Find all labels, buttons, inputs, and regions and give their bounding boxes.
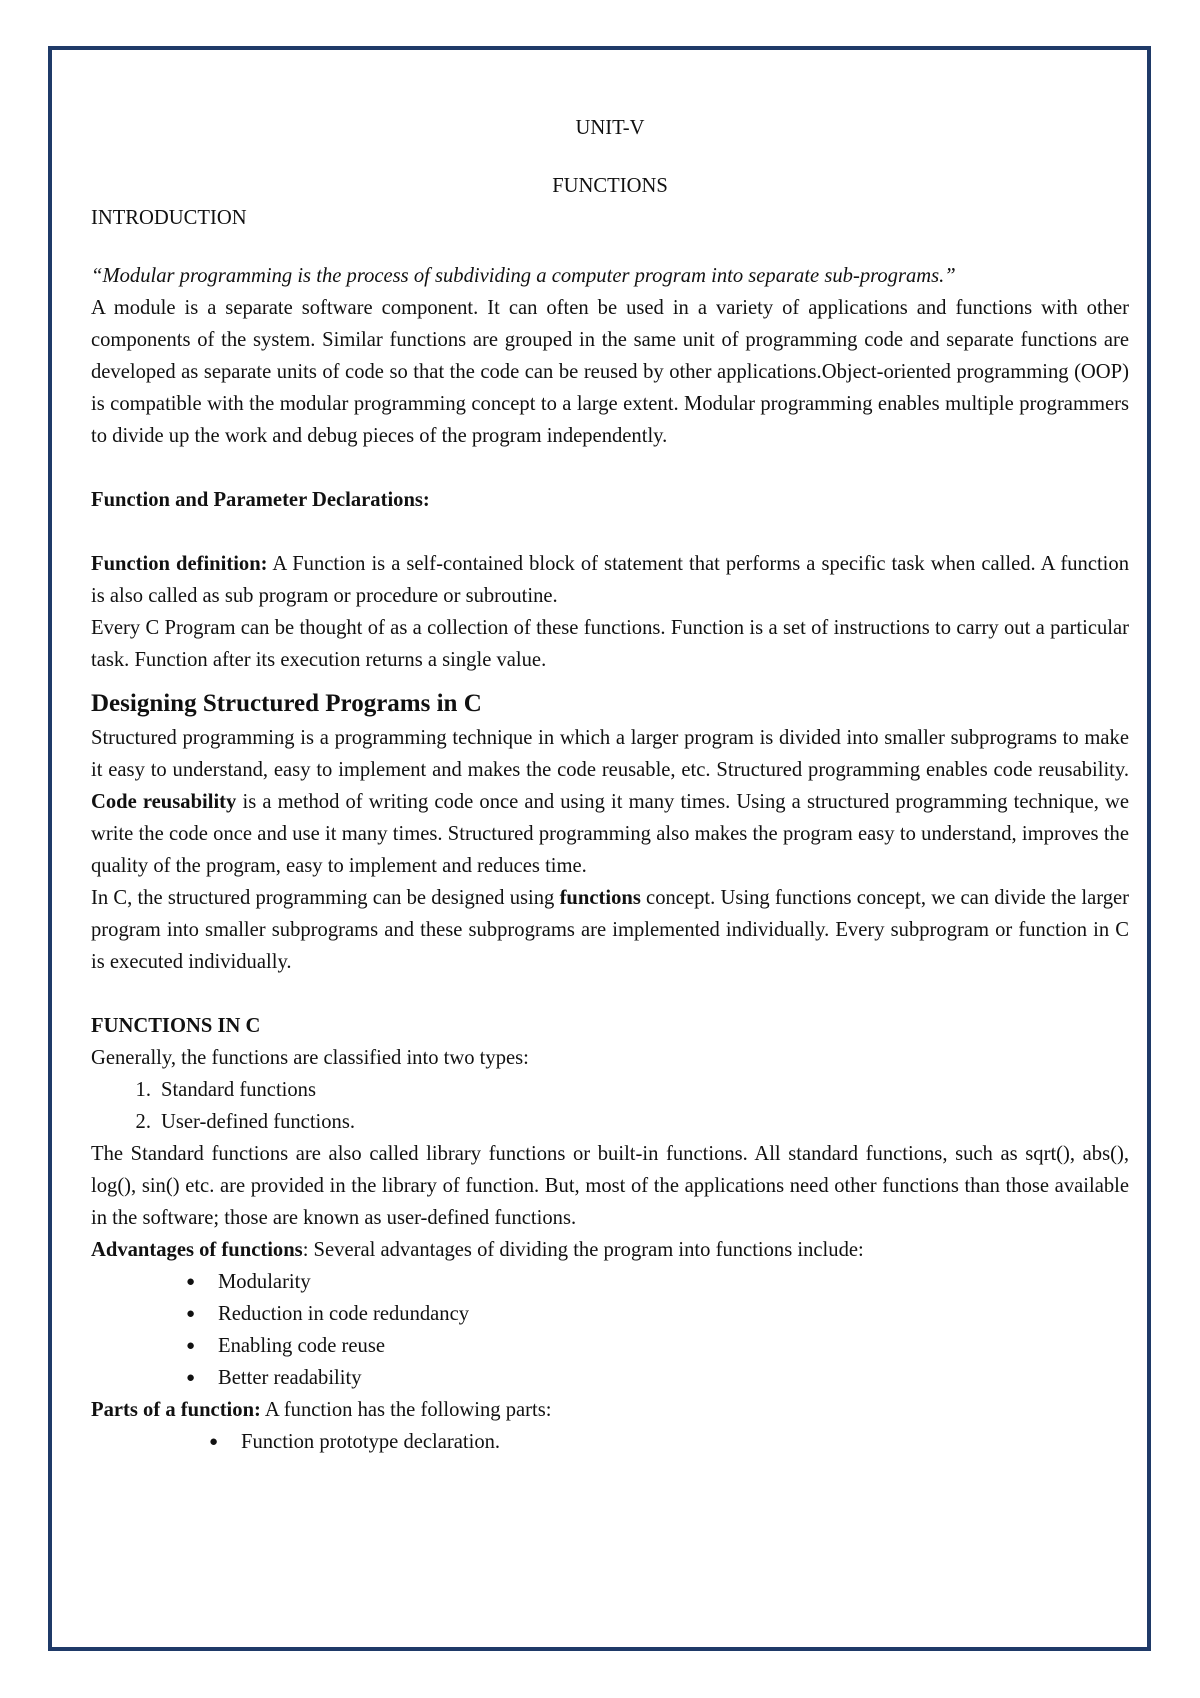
code-reusability-term: Code reusability <box>91 791 237 813</box>
bullet-icon: ● <box>186 1370 196 1386</box>
bullet-icon: ● <box>186 1338 196 1354</box>
structured-text-c: In C, the structured programming can be designed using <box>91 887 560 909</box>
list-number: 2. <box>135 1111 151 1133</box>
bullet-icon: ● <box>186 1274 196 1290</box>
unit-title: UNIT-V <box>575 117 645 139</box>
bullet-icon: ● <box>209 1434 219 1450</box>
structured-paragraph-2 <box>91 882 1129 978</box>
parts-text: A function has the following parts: <box>260 1399 552 1421</box>
document-body <box>91 112 1129 1458</box>
intro-heading: INTRODUCTION <box>91 207 247 229</box>
functions-in-c-heading: FUNCTIONS IN C <box>91 1015 261 1037</box>
list-item-label: Better readability <box>218 1367 362 1389</box>
function-definition-text: A Function is a self-contained block of statement that performs a specific task when called. A function is also called as sub program or procedure or subroutine. <box>91 553 1130 607</box>
list-item-label: Enabling code reuse <box>218 1335 385 1357</box>
parts-list <box>91 1426 1129 1458</box>
advantages-text: : Several advantages of dividing the program into functions include: <box>302 1239 864 1261</box>
list-item <box>91 1330 1129 1362</box>
structured-text-d: concept. Using functions concept, we can divide the larger program into smaller subprograms and these subprograms are implemented individually. Every subprogram or function in C is executed individually. <box>91 887 1129 973</box>
list-item <box>91 1106 1129 1138</box>
list-item-label: Modularity <box>218 1271 311 1293</box>
list-item-label: User-defined functions. <box>161 1111 356 1133</box>
designing-heading: Designing Structured Programs in C <box>91 690 482 717</box>
advantages-list <box>91 1266 1129 1394</box>
list-item-label: Function prototype declaration. <box>241 1431 501 1453</box>
functions-term: functions <box>559 887 641 909</box>
function-definition-paragraph <box>91 548 1129 612</box>
list-item <box>91 1266 1129 1298</box>
declarations-heading: Function and Parameter Declarations: <box>91 489 430 511</box>
list-item-label: Reduction in code redundancy <box>218 1303 470 1325</box>
function-definition-label: Function definition: <box>91 553 268 575</box>
functions-classification-text: Generally, the functions are classified into two types: <box>91 1047 529 1069</box>
structured-paragraph-1 <box>91 722 1129 882</box>
chapter-title: FUNCTIONS <box>552 175 668 197</box>
parts-label: Parts of a function: <box>91 1399 261 1421</box>
list-number: 1. <box>135 1079 151 1101</box>
advantages-paragraph <box>91 1234 1129 1266</box>
parts-paragraph <box>91 1394 1129 1426</box>
structured-text-a: Structured programming is a programming technique in which a larger program is divided into smaller subprograms to make it easy to understand, easy to implement and makes the code reusable, etc. Structured programming enables code reusability. <box>91 727 1129 781</box>
list-item <box>91 1074 1129 1106</box>
standard-functions-paragraph: The Standard functions are also called library functions or built-in functions. All standard functions, such as sqrt(), abs(), log(), sin() etc. are provided in the library of function. But, most of the applications need other functions than those available in the software; those are known as user-defined functions. <box>91 1143 1129 1229</box>
list-item <box>91 1298 1129 1330</box>
bullet-icon: ● <box>186 1306 196 1322</box>
list-item <box>91 1362 1129 1394</box>
list-item <box>91 1426 1129 1458</box>
intro-paragraph: A module is a separate software component. It can often be used in a variety of applications and functions with other components of the system. Similar functions are grouped in the same unit of programming code and separate functions are developed as separate units of code so that the code can be reused by other applications.Object-oriented programming (OOP) is compatible with the modular programming concept to a large extent. Modular programming enables multiple programmers to divide up the work and debug pieces of the program independently. <box>91 297 1129 447</box>
list-item-label: Standard functions <box>161 1079 316 1101</box>
function-types-list <box>91 1074 1129 1138</box>
advantages-label: Advantages of functions <box>91 1239 303 1261</box>
structured-text-b: is a method of writing code once and using it many times. Using a structured programming technique, we write the code once and use it many times. Structured programming also makes the program easy to understand, improves the quality of the program, easy to implement and reduces time. <box>91 791 1129 877</box>
quote: “Modular programming is the process of subdividing a computer program into separate sub-programs.” <box>91 265 956 287</box>
every-c-program-paragraph: Every C Program can be thought of as a collection of these functions. Function is a set of instructions to carry out a particular task. Function after its execution returns a single value. <box>91 617 1129 671</box>
